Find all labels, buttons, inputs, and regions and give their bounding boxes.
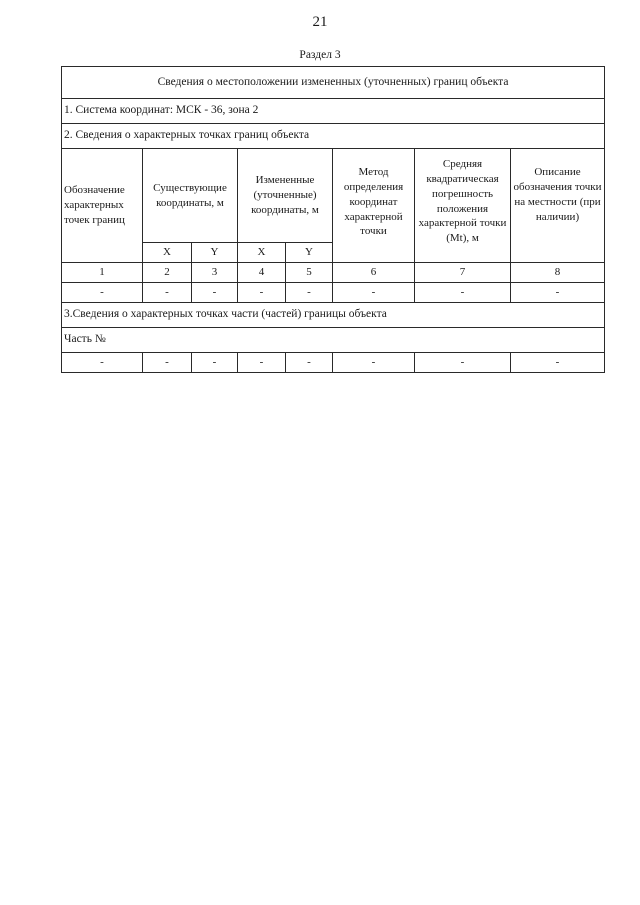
table-cell: -: [192, 353, 238, 373]
table-row: [62, 353, 605, 373]
header-designation: Обозначение характерных точек границ: [62, 149, 143, 263]
boundary-table: [61, 66, 605, 373]
table-cell: -: [415, 283, 511, 303]
table-cell: -: [286, 283, 333, 303]
header-existing-coordinates: Существующие координаты, м: [143, 149, 238, 243]
table-cell: -: [511, 353, 605, 373]
table-cell: -: [62, 353, 143, 373]
header-changed-coordinates: Измененные (уточненные) координаты, м: [238, 149, 333, 243]
table-cell: -: [415, 353, 511, 373]
section-label: Раздел 3: [299, 49, 341, 61]
table-cell: -: [143, 283, 192, 303]
column-number: 2: [143, 263, 192, 283]
column-number: 7: [415, 263, 511, 283]
parts-heading: 3.Сведения о характерных точках части (частей) границы объекта: [62, 303, 605, 328]
header-description: Описание обозначения точки на местности (при наличии): [511, 149, 605, 263]
table-cell: -: [286, 353, 333, 373]
column-number: 1: [62, 263, 143, 283]
header-error: Средняя квадратическая погрешность положения характерной точки (Mt), м: [415, 149, 511, 263]
table-cell: -: [333, 353, 415, 373]
header-changed-x: X: [238, 243, 286, 263]
column-number: 6: [333, 263, 415, 283]
header-existing-x: X: [143, 243, 192, 263]
table-cell: -: [62, 283, 143, 303]
header-existing-y: Y: [192, 243, 238, 263]
table-cell: -: [143, 353, 192, 373]
column-number: 4: [238, 263, 286, 283]
column-number: 5: [286, 263, 333, 283]
points-heading: 2. Сведения о характерных точках границ объекта: [62, 124, 605, 149]
table-cell: -: [333, 283, 415, 303]
table-cell: -: [511, 283, 605, 303]
page-number: 21: [312, 14, 328, 30]
header-method: Метод определения координат характерной точки: [333, 149, 415, 263]
table-cell: -: [238, 283, 286, 303]
column-numbers-row: [62, 263, 605, 283]
table-cell: -: [192, 283, 238, 303]
table-cell: -: [238, 353, 286, 373]
table-title: Сведения о местоположении измененных (уточненных) границ объекта: [62, 67, 605, 99]
table-row: [62, 283, 605, 303]
part-number-label: Часть №: [62, 328, 605, 353]
coordinate-system: 1. Система координат: МСК - 36, зона 2: [62, 99, 605, 124]
column-number: 8: [511, 263, 605, 283]
column-number: 3: [192, 263, 238, 283]
header-changed-y: Y: [286, 243, 333, 263]
